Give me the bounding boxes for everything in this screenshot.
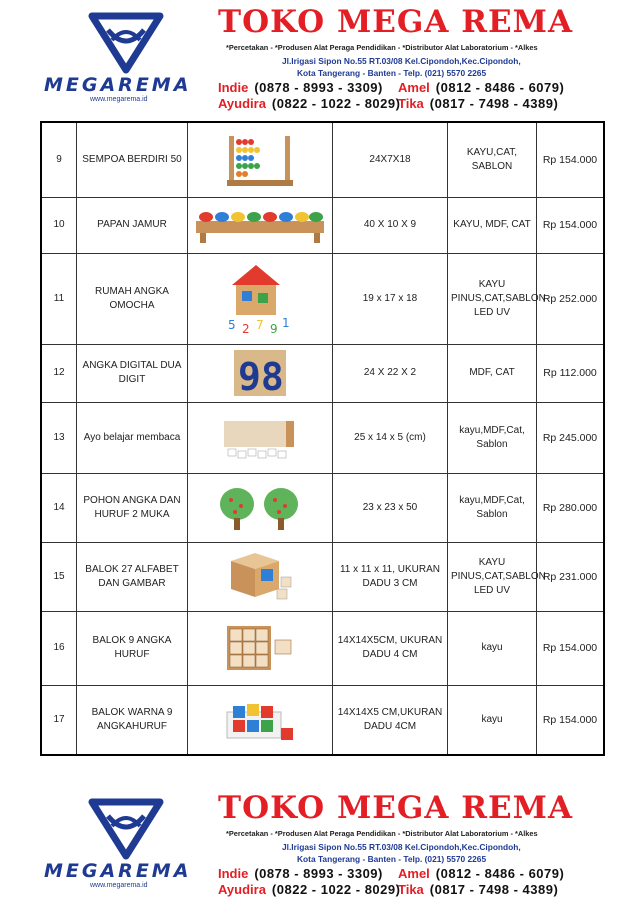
product-name: BALOK 9 ANGKA HURUF: [77, 611, 188, 685]
contact-indie: [218, 80, 383, 95]
product-size: 25 x 14 x 5 (cm): [333, 402, 448, 473]
product-price: Rp 231.000: [537, 542, 605, 611]
contact-amel: [398, 80, 564, 95]
product-size: 24 X 22 X 2: [333, 344, 448, 402]
store-address-line1: Jl.Irigasi Sipon No.55 RT.03/08 Kel.Cipondoh,Kec.Cipondoh,: [282, 842, 521, 852]
product-price: Rp 112.000: [537, 344, 605, 402]
contact-phone: (0878 - 8993 - 3309): [254, 866, 383, 881]
product-material: KAYU, MDF, CAT: [448, 197, 537, 253]
product-price: Rp 252.000: [537, 253, 605, 344]
contact-phone: (0822 - 1022 - 8029): [271, 882, 401, 897]
product-price: Rp 154.000: [537, 122, 605, 197]
product-size: 40 X 10 X 9: [333, 197, 448, 253]
megarema-logo-icon: [88, 798, 164, 860]
table-row: [41, 253, 604, 344]
contact-phone: (0878 - 8993 - 3309): [254, 80, 383, 95]
product-image-number-house: [188, 253, 333, 344]
contact-indie: [218, 866, 383, 881]
svg-text:2: 2: [242, 321, 250, 336]
store-tagline: *Percetakan - *Produsen Alat Peraga Pendidikan - *Distributor Alat Laboratorium - *Alkes: [226, 43, 538, 52]
product-material: MDF, CAT: [448, 344, 537, 402]
product-image-color-blocks: [188, 685, 333, 755]
svg-text:9: 9: [270, 321, 278, 336]
product-size: 19 x 17 x 18: [333, 253, 448, 344]
table-row: [41, 542, 604, 611]
table-row: [41, 611, 604, 685]
contact-name: Amel: [398, 80, 430, 95]
row-number: 15: [41, 542, 77, 611]
product-image-reading-set: [188, 402, 333, 473]
contact-tika: [398, 96, 558, 111]
product-size: 23 x 23 x 50: [333, 473, 448, 542]
product-material: kayu,MDF,Cat, Sablon: [448, 473, 537, 542]
product-size: 11 x 11 x 11, UKURAN DADU 3 CM: [333, 542, 448, 611]
store-address-line1: Jl.Irigasi Sipon No.55 RT.03/08 Kel.Cipondoh,Kec.Cipondoh,: [282, 56, 521, 66]
product-table: [40, 121, 605, 756]
contact-name: Amel: [398, 866, 430, 881]
logo-url: www.megarema.id: [90, 96, 148, 103]
product-material: KAYU PINUS,CAT,SABLON LED UV: [448, 542, 537, 611]
product-size: 14X14X5 CM,UKURAN DADU 4CM: [333, 685, 448, 755]
megarema-logo-icon: [88, 12, 164, 74]
product-name: RUMAH ANGKA OMOCHA: [77, 253, 188, 344]
product-image-alphabet-blocks: [188, 542, 333, 611]
product-price: Rp 280.000: [537, 473, 605, 542]
product-name: BALOK 27 ALFABET DAN GAMBAR: [77, 542, 188, 611]
product-image-digital-number: [188, 344, 333, 402]
product-table-wrap: [40, 121, 604, 756]
product-material: KAYU,CAT, SABLON: [448, 122, 537, 197]
product-name: Ayo belajar membaca: [77, 402, 188, 473]
row-number: 9: [41, 122, 77, 197]
product-name: ANGKA DIGITAL DUA DIGIT: [77, 344, 188, 402]
contact-tika: [398, 882, 558, 897]
product-price: Rp 245.000: [537, 402, 605, 473]
contact-phone: (0812 - 8486 - 6079): [435, 866, 565, 881]
product-image-mushroom-board: [188, 197, 333, 253]
contact-phone: (0812 - 8486 - 6079): [435, 80, 565, 95]
svg-text:7: 7: [256, 317, 264, 332]
table-row: [41, 122, 604, 197]
svg-text:1: 1: [282, 315, 290, 330]
row-number: 11: [41, 253, 77, 344]
row-number: 16: [41, 611, 77, 685]
row-number: 10: [41, 197, 77, 253]
store-title: TOKO MEGA REMA: [218, 790, 573, 826]
product-price: Rp 154.000: [537, 685, 605, 755]
product-image-number-blocks: [188, 611, 333, 685]
svg-text:98: 98: [238, 355, 284, 398]
contact-ayudira: [218, 96, 400, 111]
product-price: Rp 154.000: [537, 611, 605, 685]
contact-name: Indie: [218, 866, 249, 881]
product-name: BALOK WARNA 9 ANGKAHURUF: [77, 685, 188, 755]
product-name: PAPAN JAMUR: [77, 197, 188, 253]
product-image-number-tree: [188, 473, 333, 542]
product-price: Rp 154.000: [537, 197, 605, 253]
table-row: [41, 685, 604, 755]
contact-name: Tika: [398, 882, 424, 897]
contact-phone: (0822 - 1022 - 8029): [271, 96, 401, 111]
product-image-abacus: [188, 122, 333, 197]
store-tagline: *Percetakan - *Produsen Alat Peraga Pendidikan - *Distributor Alat Laboratorium - *Alkes: [226, 829, 538, 838]
product-size: 14X14X5CM, UKURAN DADU 4 CM: [333, 611, 448, 685]
product-size: 24X7X18: [333, 122, 448, 197]
contact-phone: (0817 - 7498 - 4389): [429, 882, 559, 897]
logo-url: www.megarema.id: [90, 882, 148, 889]
header-bottom: [0, 786, 638, 897]
product-material: KAYU PINUS,CAT,SABLON LED UV: [448, 253, 537, 344]
logo-text: MEGAREMA: [44, 74, 192, 96]
table-row: [41, 402, 604, 473]
table-row: [41, 197, 604, 253]
product-material: kayu: [448, 611, 537, 685]
contact-name: Indie: [218, 80, 249, 95]
store-address-line2: Kota Tangerang - Banten - Telp. (021) 5570 2265: [297, 854, 487, 864]
product-material: kayu: [448, 685, 537, 755]
product-material: kayu,MDF,Cat, Sablon: [448, 402, 537, 473]
row-number: 17: [41, 685, 77, 755]
product-name: POHON ANGKA DAN HURUF 2 MUKA: [77, 473, 188, 542]
store-title: TOKO MEGA REMA: [218, 4, 573, 40]
store-address-line2: Kota Tangerang - Banten - Telp. (021) 5570 2265: [297, 68, 487, 78]
contact-name: Ayudira: [218, 882, 266, 897]
logo-text: MEGAREMA: [44, 860, 192, 882]
table-row: [41, 473, 604, 542]
contact-phone: (0817 - 7498 - 4389): [429, 96, 559, 111]
row-number: 14: [41, 473, 77, 542]
row-number: 13: [41, 402, 77, 473]
row-number: 12: [41, 344, 77, 402]
contact-amel: [398, 866, 564, 881]
table-row: [41, 344, 604, 402]
header-top: [0, 0, 638, 111]
contact-name: Tika: [398, 96, 424, 111]
svg-text:5: 5: [228, 317, 236, 332]
contact-name: Ayudira: [218, 96, 266, 111]
contact-ayudira: [218, 882, 400, 897]
product-name: SEMPOA BERDIRI 50: [77, 122, 188, 197]
